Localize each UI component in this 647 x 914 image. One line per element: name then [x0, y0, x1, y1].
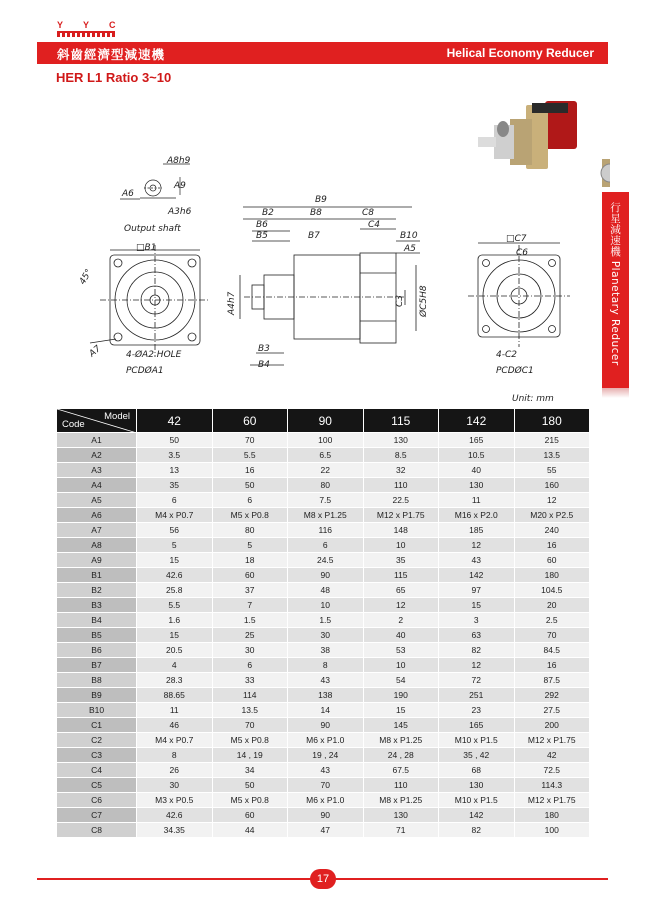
row-code-cell: B9 — [57, 688, 137, 703]
value-cell: M4 x P0.7 — [137, 508, 213, 523]
value-cell: 148 — [363, 523, 439, 538]
value-cell: 65 — [363, 583, 439, 598]
dim-c7: □C7 — [506, 234, 527, 244]
dim-pcd-c1: PCDØC1 — [496, 366, 534, 376]
value-cell: 142 — [439, 568, 515, 583]
value-cell: 7 — [212, 598, 288, 613]
table-row — [57, 658, 590, 673]
row-code-cell: C7 — [57, 808, 137, 823]
table-corner-cell — [57, 409, 137, 433]
table-row — [57, 613, 590, 628]
row-code-cell: A8 — [57, 538, 137, 553]
row-code-cell: C3 — [57, 748, 137, 763]
value-cell: 44 — [212, 823, 288, 838]
value-cell: 25.8 — [137, 583, 213, 598]
dim-b7: B7 — [308, 231, 320, 241]
value-cell: 110 — [363, 478, 439, 493]
row-code-cell: C6 — [57, 793, 137, 808]
value-cell: 34.35 — [137, 823, 213, 838]
value-cell: 110 — [363, 778, 439, 793]
dim-b5: B5 — [256, 231, 268, 241]
value-cell: 97 — [439, 583, 515, 598]
value-cell: 8.5 — [363, 448, 439, 463]
dim-c5: ØC5H8 — [419, 285, 429, 317]
logo-letters — [57, 20, 118, 30]
value-cell: 5.5 — [212, 448, 288, 463]
value-cell: 3 — [439, 613, 515, 628]
value-cell: 12 — [514, 493, 590, 508]
value-cell: 5 — [137, 538, 213, 553]
value-cell: 24 , 28 — [363, 748, 439, 763]
value-cell: M16 x P2.0 — [439, 508, 515, 523]
dimension-drawing-svg — [70, 95, 610, 405]
model-header: 115 — [363, 409, 439, 433]
dim-b9: B9 — [315, 195, 327, 205]
table-row — [57, 583, 590, 598]
dim-c2: 4-C2 — [496, 350, 517, 360]
value-cell: 34 — [212, 763, 288, 778]
dim-a4: A4h7 — [227, 291, 237, 315]
value-cell: 26 — [137, 763, 213, 778]
product-photo-small — [601, 153, 610, 189]
value-cell: 145 — [363, 718, 439, 733]
value-cell: 42.6 — [137, 568, 213, 583]
table-row — [57, 763, 590, 778]
table-row — [57, 478, 590, 493]
value-cell: 40 — [363, 628, 439, 643]
row-code-cell: A1 — [57, 433, 137, 448]
value-cell: 130 — [439, 478, 515, 493]
dim-a3: A3h6 — [168, 207, 192, 217]
row-code-cell: C4 — [57, 763, 137, 778]
value-cell: 104.5 — [514, 583, 590, 598]
value-cell: 60 — [212, 568, 288, 583]
value-cell: 60 — [514, 553, 590, 568]
table-row — [57, 703, 590, 718]
value-cell: 16 — [514, 658, 590, 673]
product-photo-large — [478, 101, 577, 169]
value-cell: 50 — [212, 478, 288, 493]
value-cell: 35 — [363, 553, 439, 568]
dim-a8: A8h9 — [167, 156, 191, 166]
value-cell: M8 x P1.25 — [288, 508, 364, 523]
value-cell: 63 — [439, 628, 515, 643]
table-row — [57, 598, 590, 613]
row-code-cell: A4 — [57, 478, 137, 493]
value-cell: 116 — [288, 523, 364, 538]
value-cell: 30 — [137, 778, 213, 793]
value-cell: 35 — [137, 478, 213, 493]
value-cell: 25 — [212, 628, 288, 643]
header-bar — [37, 42, 608, 64]
value-cell: 22.5 — [363, 493, 439, 508]
logo-wave-mark — [57, 31, 115, 37]
row-code-cell: C5 — [57, 778, 137, 793]
value-cell: 30 — [288, 628, 364, 643]
value-cell: 6 — [212, 658, 288, 673]
table-row — [57, 733, 590, 748]
value-cell: 80 — [212, 523, 288, 538]
value-cell: 50 — [137, 433, 213, 448]
value-cell: 10 — [363, 658, 439, 673]
value-cell: 6 — [212, 493, 288, 508]
value-cell: 35 , 42 — [439, 748, 515, 763]
row-code-cell: B4 — [57, 613, 137, 628]
table-row — [57, 463, 590, 478]
value-cell: 42.6 — [137, 808, 213, 823]
value-cell: 15 — [363, 703, 439, 718]
value-cell: M6 x P1.0 — [288, 733, 364, 748]
value-cell: 67.5 — [363, 763, 439, 778]
row-code-cell: B5 — [57, 628, 137, 643]
value-cell: 90 — [288, 808, 364, 823]
value-cell: 56 — [137, 523, 213, 538]
value-cell: 38 — [288, 643, 364, 658]
value-cell: M20 x P2.5 — [514, 508, 590, 523]
value-cell: 15 — [137, 553, 213, 568]
value-cell: M12 x P1.75 — [514, 793, 590, 808]
value-cell: 10 — [288, 598, 364, 613]
value-cell: 12 — [363, 598, 439, 613]
value-cell: M12 x P1.75 — [363, 508, 439, 523]
logo-letter-2: Y — [83, 20, 92, 30]
value-cell: 18 — [212, 553, 288, 568]
table-row — [57, 748, 590, 763]
value-cell: 71 — [363, 823, 439, 838]
value-cell: 72.5 — [514, 763, 590, 778]
table-row — [57, 553, 590, 568]
header-title-english: Helical Economy Reducer — [446, 46, 594, 60]
value-cell: 114 — [212, 688, 288, 703]
value-cell: 40 — [439, 463, 515, 478]
value-cell: 12 — [439, 538, 515, 553]
value-cell: 55 — [514, 463, 590, 478]
value-cell: 82 — [439, 823, 515, 838]
value-cell: 60 — [212, 808, 288, 823]
dim-a5: A5 — [404, 244, 416, 254]
table-row — [57, 673, 590, 688]
model-header: 142 — [439, 409, 515, 433]
value-cell: 72 — [439, 673, 515, 688]
dim-b4: B4 — [258, 360, 270, 370]
value-cell: 43 — [288, 763, 364, 778]
value-cell: 13.5 — [514, 448, 590, 463]
dim-a6: A6 — [122, 189, 134, 199]
value-cell: 80 — [288, 478, 364, 493]
company-logo — [57, 20, 118, 37]
dim-c6: C6 — [516, 248, 529, 258]
value-cell: 142 — [439, 808, 515, 823]
value-cell: 114.3 — [514, 778, 590, 793]
page-number: 17 — [310, 869, 336, 889]
table-row — [57, 448, 590, 463]
value-cell: 185 — [439, 523, 515, 538]
technical-drawing — [70, 95, 610, 405]
value-cell: 6 — [137, 493, 213, 508]
dim-b6: B6 — [256, 220, 268, 230]
table-row — [57, 538, 590, 553]
value-cell: 115 — [363, 568, 439, 583]
value-cell: M5 x P0.8 — [212, 733, 288, 748]
dim-c4: C4 — [368, 220, 381, 230]
value-cell: M8 x P1.25 — [363, 733, 439, 748]
table-body — [57, 433, 590, 838]
value-cell: 5 — [212, 538, 288, 553]
rear-flange-view — [468, 243, 570, 347]
value-cell: 13 — [137, 463, 213, 478]
value-cell: 1.5 — [288, 613, 364, 628]
shaft-caption: Output shaft — [124, 224, 181, 234]
value-cell: 292 — [514, 688, 590, 703]
value-cell: 138 — [288, 688, 364, 703]
value-cell: 23 — [439, 703, 515, 718]
value-cell: 90 — [288, 718, 364, 733]
table-row — [57, 433, 590, 448]
value-cell: 4 — [137, 658, 213, 673]
value-cell: 47 — [288, 823, 364, 838]
value-cell: 251 — [439, 688, 515, 703]
row-code-cell: A7 — [57, 523, 137, 538]
row-code-cell: B8 — [57, 673, 137, 688]
row-code-cell: B10 — [57, 703, 137, 718]
table-row — [57, 793, 590, 808]
value-cell: 50 — [212, 778, 288, 793]
table-row — [57, 808, 590, 823]
value-cell: 130 — [363, 433, 439, 448]
value-cell: 54 — [363, 673, 439, 688]
value-cell: 165 — [439, 433, 515, 448]
logo-letter-3: C — [109, 20, 118, 30]
dim-a7: A7 — [87, 343, 104, 360]
front-flange-view — [90, 245, 210, 357]
value-cell: 14 — [288, 703, 364, 718]
value-cell: 84.5 — [514, 643, 590, 658]
value-cell: 6 — [288, 538, 364, 553]
unit-label: Unit: mm — [512, 394, 554, 404]
value-cell: 14 , 19 — [212, 748, 288, 763]
value-cell: 30 — [212, 643, 288, 658]
value-cell: M5 x P0.8 — [212, 793, 288, 808]
value-cell: 28.3 — [137, 673, 213, 688]
table-row — [57, 568, 590, 583]
value-cell: 82 — [439, 643, 515, 658]
row-code-cell: B6 — [57, 643, 137, 658]
dim-b10: B10 — [400, 231, 418, 241]
value-cell: 2 — [363, 613, 439, 628]
value-cell: 33 — [212, 673, 288, 688]
value-cell: 240 — [514, 523, 590, 538]
side-tab-label: 行星減速機 Planetary Reducer — [609, 202, 621, 366]
value-cell: 100 — [288, 433, 364, 448]
value-cell: 15 — [137, 628, 213, 643]
value-cell: 100 — [514, 823, 590, 838]
row-code-cell: C8 — [57, 823, 137, 838]
table-row — [57, 643, 590, 658]
value-cell: 15 — [439, 598, 515, 613]
value-cell: 5.5 — [137, 598, 213, 613]
value-cell: 3.5 — [137, 448, 213, 463]
table-row — [57, 823, 590, 838]
value-cell: 68 — [439, 763, 515, 778]
corner-model-label: Model — [104, 411, 130, 422]
dim-b2: B2 — [262, 208, 274, 218]
value-cell: M6 x P1.0 — [288, 793, 364, 808]
value-cell: 24.5 — [288, 553, 364, 568]
value-cell: M3 x P0.5 — [137, 793, 213, 808]
value-cell: M5 x P0.8 — [212, 508, 288, 523]
value-cell: 42 — [514, 748, 590, 763]
table-row — [57, 508, 590, 523]
value-cell: 130 — [363, 808, 439, 823]
model-header: 60 — [212, 409, 288, 433]
value-cell: 13.5 — [212, 703, 288, 718]
value-cell: 19 , 24 — [288, 748, 364, 763]
value-cell: 11 — [439, 493, 515, 508]
value-cell: 70 — [288, 778, 364, 793]
value-cell: M12 x P1.75 — [514, 733, 590, 748]
dim-b1: □B1 — [136, 243, 157, 253]
value-cell: 10.5 — [439, 448, 515, 463]
value-cell: 1.5 — [212, 613, 288, 628]
table-row — [57, 778, 590, 793]
dim-angle: 45° — [77, 267, 95, 287]
value-cell: 27.5 — [514, 703, 590, 718]
dim-pcd-a1: PCDØA1 — [126, 366, 164, 376]
value-cell: M10 x P1.5 — [439, 733, 515, 748]
table-header-row — [57, 409, 590, 433]
table-row — [57, 523, 590, 538]
value-cell: 87.5 — [514, 673, 590, 688]
value-cell: 165 — [439, 718, 515, 733]
value-cell: 130 — [439, 778, 515, 793]
row-code-cell: A2 — [57, 448, 137, 463]
model-header: 42 — [137, 409, 213, 433]
row-code-cell: B3 — [57, 598, 137, 613]
value-cell: 70 — [212, 718, 288, 733]
value-cell: M4 x P0.7 — [137, 733, 213, 748]
row-code-cell: A9 — [57, 553, 137, 568]
model-header: 180 — [514, 409, 590, 433]
value-cell: 22 — [288, 463, 364, 478]
value-cell: 37 — [212, 583, 288, 598]
page-title: HER L1 Ratio 3~10 — [56, 70, 172, 85]
value-cell: 180 — [514, 568, 590, 583]
model-header: 90 — [288, 409, 364, 433]
value-cell: 190 — [363, 688, 439, 703]
corner-code-label: Code — [62, 419, 85, 430]
value-cell: 7.5 — [288, 493, 364, 508]
value-cell: 16 — [212, 463, 288, 478]
dim-c3: C3 — [395, 294, 405, 307]
value-cell: 90 — [288, 568, 364, 583]
row-code-cell: B2 — [57, 583, 137, 598]
table-row — [57, 718, 590, 733]
value-cell: 8 — [137, 748, 213, 763]
table-row — [57, 493, 590, 508]
value-cell: 70 — [514, 628, 590, 643]
value-cell: 20 — [514, 598, 590, 613]
table-row — [57, 628, 590, 643]
value-cell: 48 — [288, 583, 364, 598]
dim-b3: B3 — [258, 344, 270, 354]
dimension-table — [56, 408, 590, 838]
value-cell: 20.5 — [137, 643, 213, 658]
value-cell: 6.5 — [288, 448, 364, 463]
dim-c8: C8 — [362, 208, 375, 218]
value-cell: 11 — [137, 703, 213, 718]
dim-hole: 4-ØA2 HOLE — [126, 350, 182, 360]
value-cell: 88.65 — [137, 688, 213, 703]
row-code-cell: B7 — [57, 658, 137, 673]
value-cell: 70 — [212, 433, 288, 448]
value-cell: 46 — [137, 718, 213, 733]
value-cell: M10 x P1.5 — [439, 793, 515, 808]
value-cell: 12 — [439, 658, 515, 673]
dim-a9: A9 — [174, 181, 186, 191]
row-code-cell: A6 — [57, 508, 137, 523]
value-cell: 180 — [514, 808, 590, 823]
value-cell: 43 — [288, 673, 364, 688]
dim-b8: B8 — [310, 208, 322, 218]
value-cell: 1.6 — [137, 613, 213, 628]
row-code-cell: A5 — [57, 493, 137, 508]
row-code-cell: C1 — [57, 718, 137, 733]
value-cell: 16 — [514, 538, 590, 553]
value-cell: 32 — [363, 463, 439, 478]
header-title-chinese: 斜齒經濟型減速機 — [57, 47, 166, 62]
table-row — [57, 688, 590, 703]
value-cell: 2.5 — [514, 613, 590, 628]
value-cell: 8 — [288, 658, 364, 673]
row-code-cell: B1 — [57, 568, 137, 583]
row-code-cell: C2 — [57, 733, 137, 748]
value-cell: 43 — [439, 553, 515, 568]
logo-letter-1: Y — [57, 20, 66, 30]
value-cell: M8 x P1.25 — [363, 793, 439, 808]
value-cell: 160 — [514, 478, 590, 493]
value-cell: 200 — [514, 718, 590, 733]
value-cell: 10 — [363, 538, 439, 553]
value-cell: 53 — [363, 643, 439, 658]
row-code-cell: A3 — [57, 463, 137, 478]
value-cell: 215 — [514, 433, 590, 448]
